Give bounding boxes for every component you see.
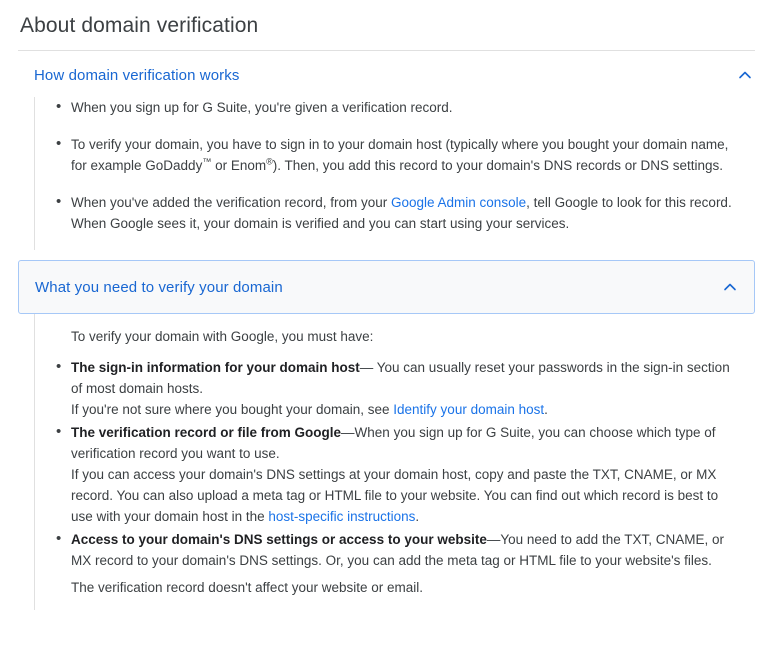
list-item-text: —When you sign up for G Suite, you can choose which type of verification record you want to use.	[71, 425, 716, 461]
list-item-text: .	[544, 402, 548, 417]
list-item-text: — You can usually reset your passwords in the sign-in section of most domain hosts.	[71, 360, 730, 396]
list-item	[35, 357, 755, 422]
list-item-text: If you can access your domain's DNS settings at your domain host, copy and paste the TXT, CNAME, or MX record. You can also upload a meta tag or HTML file to your website. You can find out which record is best to use with your domain host in the	[71, 467, 719, 524]
section-what-you-need-to-verify	[18, 260, 755, 610]
list-item-text: If you're not sure where you bought your domain, see	[71, 402, 394, 417]
section-body-what-you-need	[18, 314, 755, 610]
list-item-term: The sign-in information for your domain host	[71, 360, 360, 375]
registered-symbol: ®	[266, 156, 273, 167]
list-item-term: The verification record or file from Google	[71, 425, 342, 440]
list-item-paragraph	[71, 464, 737, 527]
list-item: • When you've added the verification record, from your Google Admin console, tell Google to look for this record. When Google sees it, your domain is verified and you can start using your services.	[35, 192, 755, 250]
section-intro-text: To verify your domain with Google, you must have:	[34, 314, 755, 357]
list-item: • When you sign up for G Suite, you're given a verification record.	[35, 97, 755, 134]
link-host-specific-instructions[interactable]: host-specific instructions	[268, 509, 416, 524]
list-item	[35, 422, 755, 529]
section-title-what-you-need: What you need to verify your domain	[35, 278, 283, 296]
section-how-domain-verification-works	[0, 51, 773, 250]
list-item-text: .	[415, 509, 420, 524]
list-item: • To verify your domain, you have to sign in to your domain host (typically where you bought your domain name, for example GoDaddy™ or Enom®). Then, you add this record to your domain's DNS records or DNS settings.	[35, 134, 755, 192]
chevron-up-icon[interactable]	[720, 277, 740, 297]
trademark-symbol: ™	[202, 156, 212, 167]
bullet-list-how-it-works	[34, 97, 755, 250]
page-title: About domain verification	[20, 14, 259, 37]
section-title-how-it-works: How domain verification works	[34, 66, 240, 84]
list-item-term: Access to your domain's DNS settings or access to your website	[71, 532, 487, 547]
list-item	[35, 529, 755, 573]
list-item-paragraph	[71, 529, 737, 571]
section-body-how-it-works	[0, 97, 773, 250]
section-header-how-it-works[interactable]	[0, 51, 773, 97]
list-item-paragraph	[71, 357, 737, 399]
bullet-list-what-you-need	[34, 357, 755, 573]
list-item-text: —You need to add the TXT, CNAME, or MX record to your domain's DNS settings. Or, you can add the meta tag or HTML file to your website's files.	[71, 532, 724, 568]
section-header-what-you-need[interactable]	[18, 260, 755, 314]
list-item-paragraph	[71, 399, 737, 420]
list-item-paragraph	[71, 422, 737, 464]
chevron-up-icon[interactable]	[735, 65, 755, 85]
link-identify-your-domain-host[interactable]: Identify your domain host	[393, 402, 545, 417]
section-tail-note: The verification record doesn't affect your website or email.	[34, 573, 755, 610]
link-google-admin-console[interactable]: Google Admin console	[391, 195, 527, 210]
